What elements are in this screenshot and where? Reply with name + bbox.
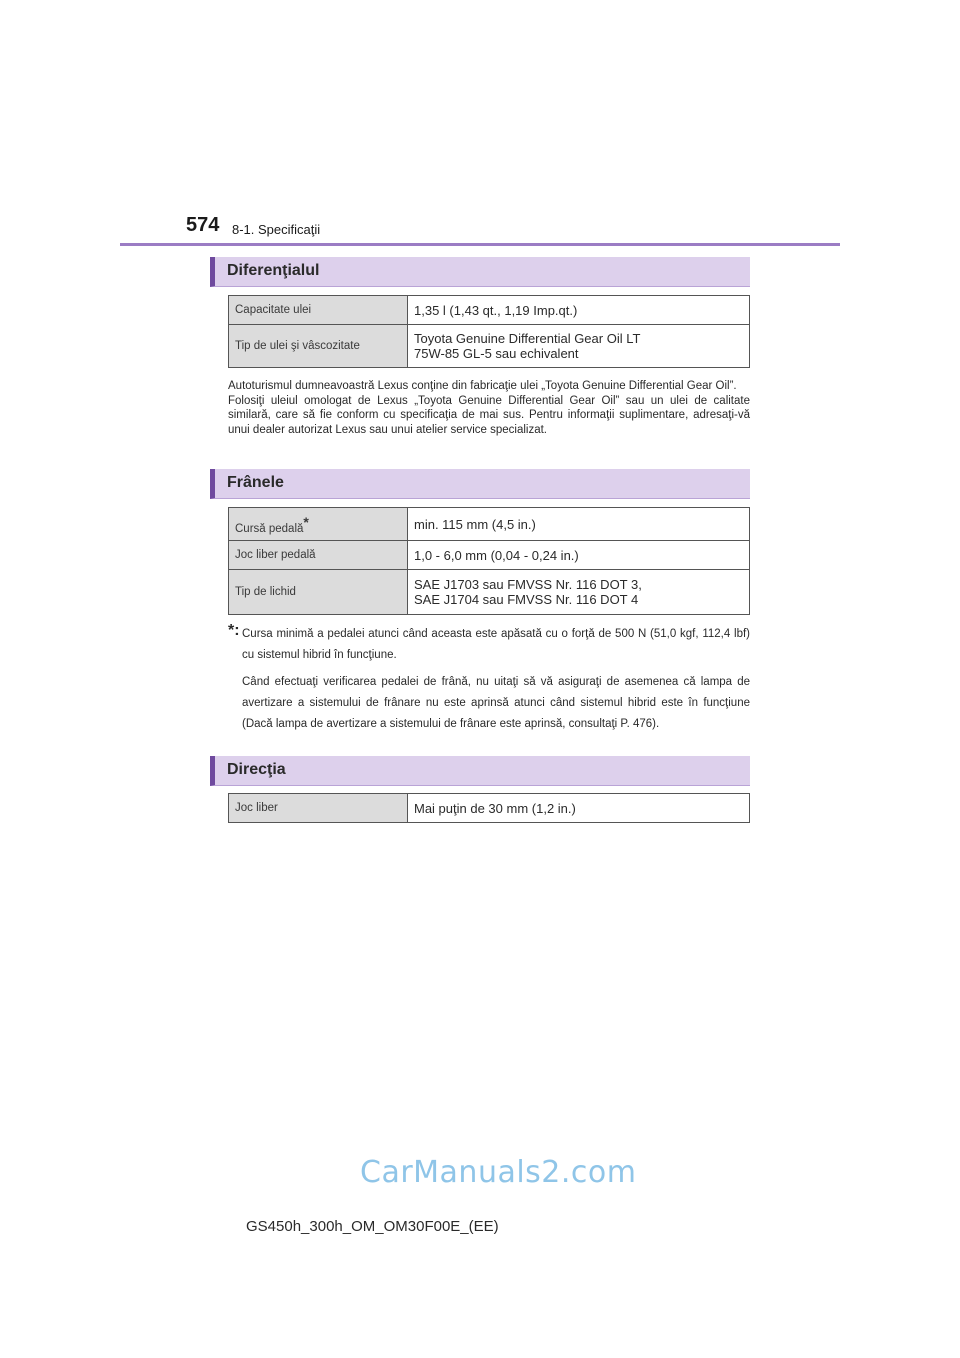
oil-capacity-label: Capacitate ulei xyxy=(229,296,408,325)
fluid-type-label: Tip de lichid xyxy=(229,570,408,615)
section-title: Direcţia xyxy=(227,761,286,778)
footnote-mark: * xyxy=(303,513,309,530)
differential-table xyxy=(228,295,750,368)
free-play-label: Joc liber xyxy=(229,794,408,823)
section-title: Diferenţialul xyxy=(227,262,320,279)
section-steering xyxy=(210,756,750,786)
pedal-play-label: Joc liber pedală xyxy=(229,541,408,570)
table-row xyxy=(229,325,750,368)
page-number: 574 xyxy=(186,214,220,236)
brakes-table xyxy=(228,507,750,615)
footnote-mark: *: xyxy=(228,622,240,639)
table-row xyxy=(229,570,750,615)
oil-type-line1: Toyota Genuine Differential Gear Oil LT xyxy=(414,331,641,346)
fluid-type-value xyxy=(408,570,750,615)
section-title: Frânele xyxy=(227,474,284,491)
table-row xyxy=(229,296,750,325)
watermark-logo: CarManuals2.com xyxy=(360,1155,637,1190)
section-brakes xyxy=(210,469,750,499)
fluid-type-line1: SAE J1703 sau FMVSS Nr. 116 DOT 3, xyxy=(414,577,642,592)
pedal-travel-value: min. 115 mm (4,5 in.) xyxy=(408,508,750,541)
paragraph: Folosiţi uleiul omologat de Lexus „Toyota Genuine Differential Gear Oil” sau un ulei de calitate similară, care să fie conform cu specificaţia de mai sus. Pentru informaţii suplimentare, adresaţi-vă unui dealer autorizat Lexus sau unui atelier service specializat. xyxy=(228,394,750,436)
document-code: GS450h_300h_OM_OM30F00E_(EE) xyxy=(246,1218,499,1235)
table-row xyxy=(229,794,750,823)
footnote-text: Cursa minimă a pedalei atunci când aceasta este apăsată cu o forţă de 500 N (51,0 kgf, 112,4 lbf) cu sistemul hibrid în funcţiune. xyxy=(242,628,750,661)
table-row xyxy=(229,508,750,541)
header-rule xyxy=(120,243,840,246)
paragraph: Autoturismul dumneavoastră Lexus conţine din fabricaţie ulei „Toyota Genuine Differential Gear Oil”. xyxy=(228,380,737,392)
pedal-travel-label: Cursă pedală* xyxy=(229,508,408,541)
oil-type-line2: 75W-85 GL-5 sau echivalent xyxy=(414,346,579,361)
brakes-footnote xyxy=(228,624,750,741)
differential-notes xyxy=(228,379,750,437)
section-differential xyxy=(210,257,750,287)
oil-type-label: Tip de ulei şi vâscozitate xyxy=(229,325,408,368)
table-row xyxy=(229,541,750,570)
steering-table xyxy=(228,793,750,823)
oil-capacity-value: 1,35 l (1,43 qt., 1,19 Imp.qt.) xyxy=(408,296,750,325)
fluid-type-line2: SAE J1704 sau FMVSS Nr. 116 DOT 4 xyxy=(414,592,639,607)
oil-type-value xyxy=(408,325,750,368)
footnote-text: Când efectuaţi verificarea pedalei de frână, nu uitaţi să vă asiguraţi de asemenea că lampa de avertizare a sistemului de frânare nu este aprinsă atunci când sistemul hibrid este în funcţiune (Dacă lampa de avertizare a sistemului de frânare este aprinsă, consultaţi P. 476). xyxy=(242,676,750,730)
chapter-title: 8-1. Specificaţii xyxy=(232,222,321,237)
free-play-value: Mai puţin de 30 mm (1,2 in.) xyxy=(408,794,750,823)
pedal-play-value: 1,0 - 6,0 mm (0,04 - 0,24 in.) xyxy=(408,541,750,570)
